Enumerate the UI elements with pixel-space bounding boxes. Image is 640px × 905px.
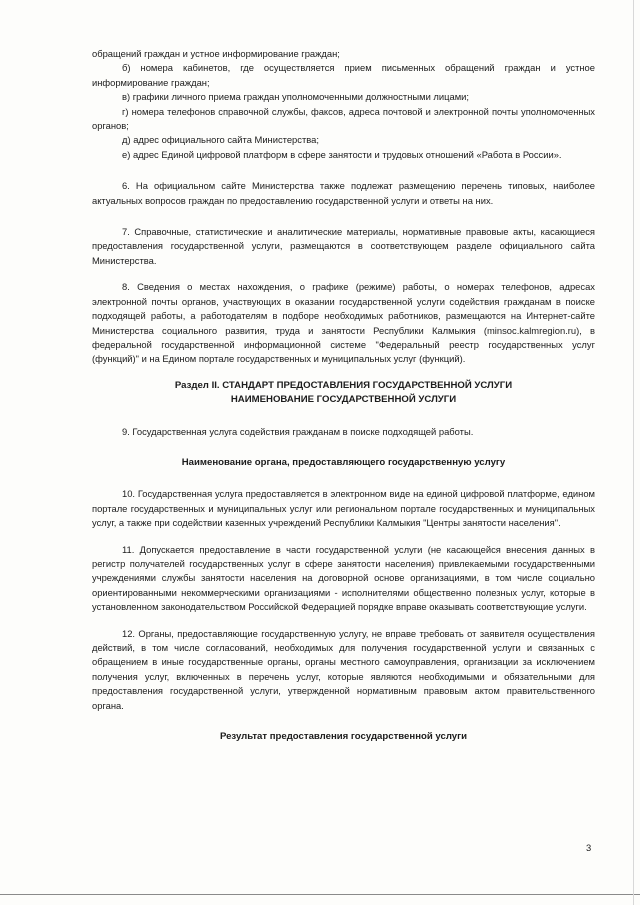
subsection-heading: Результат предоставления государственной услуги bbox=[219, 731, 468, 743]
paragraph-7: 7. Справочные, статистические и аналитические материалы, нормативные правовые акты, касающиеся предоставления государственной услуги, размещаются в соответствующем разделе официального сайта Министерства. bbox=[92, 226, 595, 266]
paragraph-8: 8. Сведения о местах нахождения, о графике (режиме) работы, о номерах телефонов, адресах электронной почты органов, участвующих в оказании государственной услуги содействия гражданам в поиске подходящей работы, а работодателям в подборе необходимых работников, размещаются на Интернет-сайте Министерства социального развития, труда и занятости Республики Калмыкия (minsoc.kalmregion.ru), в федеральной государственной информационной системе "Федеральный реестр государственных услуг (функций)" и на Едином портале государственных и муниципальных услуг (функций). bbox=[92, 281, 595, 365]
bottom-divider bbox=[0, 894, 640, 895]
paragraph-12: 12. Органы, предоставляющие государственную услугу, не вправе требовать от заявителя осуществления действий, в том числе согласований, необходимых для получения государственной услуги и связанных с обращением в иные государственные органы, органы местного самоуправления, организации за исключением получения услуг, включенных в перечень услуг, которые являются необходимыми и обязательными для предоставления государственной услуги, утвержденной нормативным правовым актом правительственного органа. bbox=[92, 627, 595, 711]
paragraph-11: 11. Допускается предоставление в части государственной услуги (не касающейся внесения данных в регистр получателей государственных услуг в сфере занятости населения) привлекаемыми государственными учреждениями службы занятости населения на договорной основе организациями, в том числе социально ориентированными некоммерческими организациями - исполнителями общественно полезных услуг, которые в установленном законодательством Российской Федерацией порядке вправе оказывать соответствующие услуги. bbox=[92, 543, 595, 613]
list-item-v: в) графики личного приема граждан уполномоченными должностными лицами; bbox=[122, 91, 469, 103]
section-subheading: НАИМЕНОВАНИЕ ГОСУДАРСТВЕННОЙ УСЛУГИ bbox=[230, 394, 457, 406]
list-item-b: б) номера кабинетов, где осуществляется прием письменных обращений граждан и устное информирование граждан; bbox=[92, 62, 595, 88]
paragraph-9: 9. Государственная услуга содействия гражданам в поиске подходящей работы. bbox=[122, 425, 474, 437]
paragraph: обращений граждан и устное информирование граждан; bbox=[92, 48, 340, 59]
paragraph-10: 10. Государственная услуга предоставляется в электронном виде на единой цифровой платформе, едином портале государственных и муниципальных услуг или региональном портале государственных и муниципальных услуг, а также при содействии казенных учреждений Республики Калмыкия "Центры занятости населения". bbox=[92, 488, 595, 529]
list-item-g: г) номера телефонов справочной службы, факсов, адреса почтовой и электронной почты уполномоченных органов; bbox=[92, 105, 595, 132]
list-item-e: е) адрес Единой цифровой платформ в сфере занятости и трудовых отношений «Работа в России». bbox=[122, 148, 562, 160]
page-body bbox=[92, 47, 595, 744]
paragraph-6: 6. На официальном сайте Министерства также подлежат размещению перечень типовых, наиболее актуальных вопросов граждан по предоставлению государственной услуги и ответы на них. bbox=[92, 180, 595, 206]
right-edge-divider bbox=[633, 0, 634, 905]
subsection-heading: Наименование органа, предоставляющего государственную услугу bbox=[181, 456, 506, 468]
page-number: 3 bbox=[586, 842, 592, 853]
section-heading: Раздел II. СТАНДАРТ ПРЕДОСТАВЛЕНИЯ ГОСУДАРСТВЕННОЙ УСЛУГИ bbox=[174, 379, 513, 391]
list-item-d: д) адрес официального сайта Министерства; bbox=[122, 134, 319, 146]
